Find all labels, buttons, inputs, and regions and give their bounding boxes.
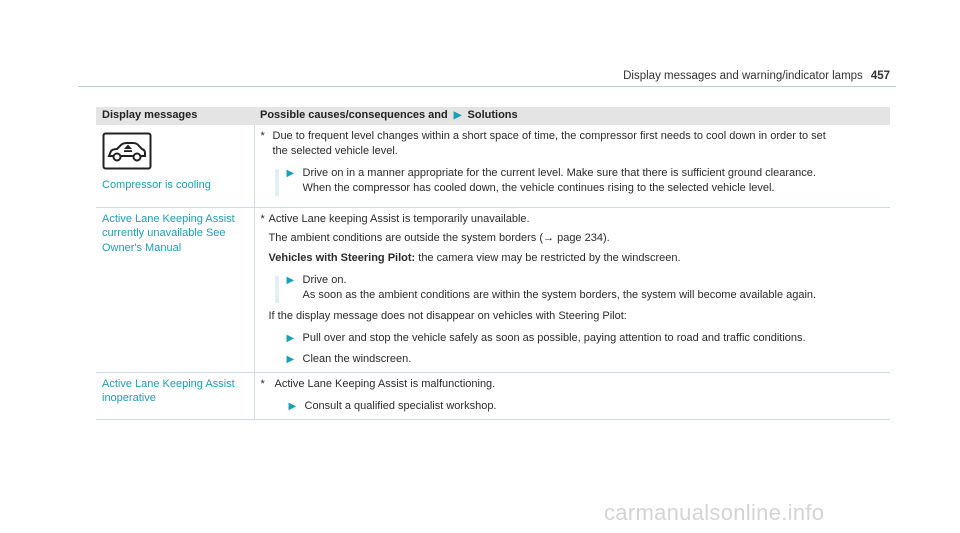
causes-cell	[254, 372, 890, 419]
table-row	[96, 125, 890, 207]
table-row	[96, 207, 890, 372]
message-cell	[96, 207, 254, 372]
table-row	[96, 372, 890, 419]
page-header	[623, 70, 890, 82]
message-cell	[96, 125, 254, 207]
cause-item: * Active Lane Keeping Assist is malfunctioning. ▶ Consult a qualified specialist workshop.	[261, 377, 885, 414]
column-header-display-messages: Display messages	[96, 107, 254, 125]
solution-arrow-icon: ▶	[453, 110, 462, 122]
cause-item: * Due to frequent level changes within a short space of time, the compressor first needs to cool down in order to set the selected vehicle level. ▶ Drive on in a manner appropriate for the current level. Make sure that there is sufficient ground clearance. When the compressor has cooled down, the vehicle continues rising to the selected vehicle level.	[261, 129, 885, 196]
display-messages-table	[96, 107, 890, 420]
solution-item: ▶ Consult a qualified specialist workshop.	[288, 400, 497, 413]
solution-arrow-icon: ▶	[286, 353, 295, 365]
watermark: carmanualsonline.info	[604, 500, 825, 525]
solution-arrow-icon: ▶	[286, 275, 295, 287]
solution-item: ▶ Drive on. As soon as the ambient conditions are within the system borders, the system will become available again.	[273, 273, 885, 302]
solution-item: ▶ Drive on in a manner appropriate for the current level. Make sure that there is sufficient ground clearance. When the compressor has cooled down, the vehicle continues rising to the selected vehicle level.	[273, 166, 885, 195]
solution-item: ▶ Clean the windscreen.	[286, 352, 412, 365]
message-alka-unavailable-line1: Active Lane Keeping Assist	[102, 212, 235, 225]
page-header-title: Display messages and warning/indicator lamps	[623, 70, 863, 82]
message-cell	[96, 372, 254, 419]
cause-item: * Active Lane keeping Assist is temporarily unavailable. The ambient conditions are outside the system borders (→ page 234). Vehicles with Steering Pilot: the camera view may be restricted by the windscreen. ▶ Drive on. As soon as the ambient conditions are within the system borders, the system will become available again. If the display message does not disappear on vehicles with Steering Pilot: ▶ Pull over and stop the vehicle safely as soon as possible, paying attention to road and traffic conditions. ▶ Clean the windscreen.	[261, 212, 885, 367]
column-header-causes-solutions: Possible causes/consequences and ▶ Solutions	[254, 107, 890, 125]
message-alka-inoperative-line2: inoperative	[102, 392, 156, 405]
message-compressor-cooling: Compressor is cooling	[102, 179, 211, 191]
solution-arrow-icon: ▶	[286, 333, 295, 345]
solution-arrow-icon: ▶	[288, 401, 297, 413]
table-header-row	[96, 107, 890, 125]
causes-cell	[254, 207, 890, 372]
header-divider	[78, 86, 896, 87]
solution-arrow-icon: ▶	[286, 168, 295, 180]
message-alka-inoperative-line1: Active Lane Keeping Assist	[102, 377, 235, 390]
vehicle-level-raise-icon	[102, 132, 152, 170]
message-alka-unavailable-line2: currently unavailable See	[102, 227, 226, 240]
message-alka-unavailable-line3: Owner's Manual	[102, 241, 182, 254]
solution-item: ▶ Pull over and stop the vehicle safely as soon as possible, paying attention to road and traffic conditions.	[286, 332, 806, 345]
page-number: 457	[870, 70, 890, 82]
causes-cell	[254, 125, 890, 207]
